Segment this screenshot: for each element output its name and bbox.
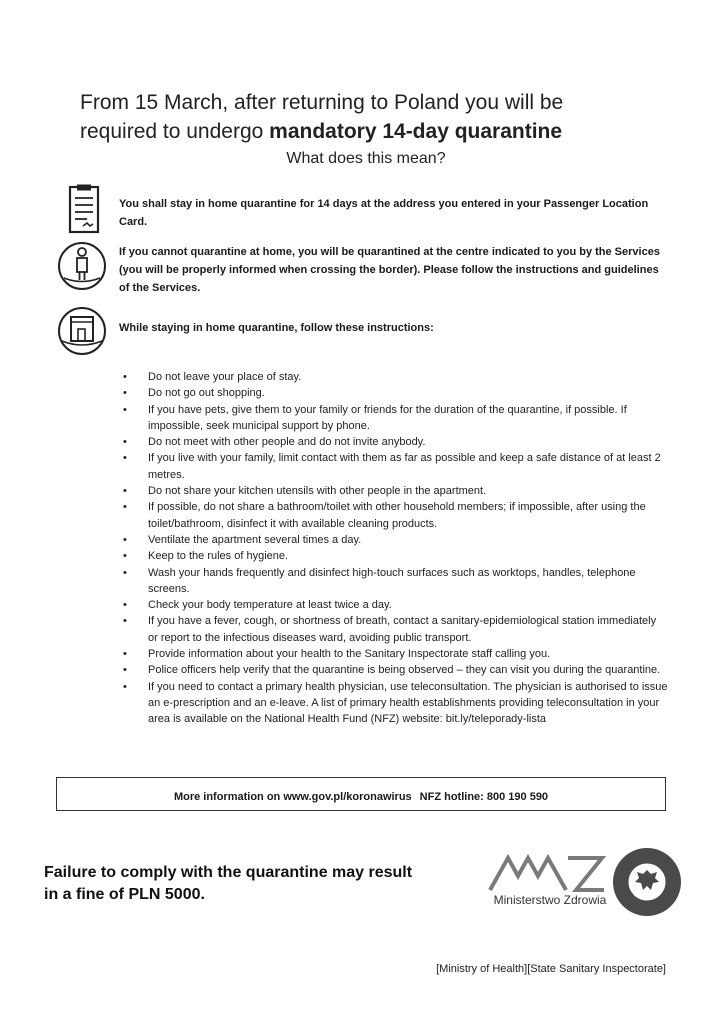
clipboard-icon <box>54 184 110 236</box>
headline-line-2 <box>80 117 680 146</box>
list-item: • If you live with your family, limit contact with them as far as possible and keep a safe distance of at least 2 metres. <box>123 450 668 483</box>
instruction-follow-rules: While staying in home quarantine, follow these instructions: <box>119 322 434 334</box>
headline-line-1: From 15 March, after returning to Poland you will be <box>80 91 564 114</box>
headline <box>80 88 680 146</box>
rules-list <box>123 369 668 728</box>
hotline-text: NFZ hotline: 800 190 590 <box>419 791 549 803</box>
fine-warning: Failure to comply with the quarantine may result in a fine of PLN 5000. <box>44 864 413 903</box>
ministry-name: Ministerstwo Zdrowia <box>493 893 607 907</box>
more-info-text: More information on www.gov.pl/koronawirus <box>173 791 412 803</box>
subheading: What does this mean? <box>286 150 446 167</box>
list-item: • If you need to contact a primary health physician, use teleconsultation. The physician is authorised to issue an e-prescription and an e-leave. A list of primary health establishments providing teleconsultation in your area is available on the National Health Fund (NFZ) website: bit.ly/teleporady-lista <box>123 679 668 728</box>
list-item: • Do not go out shopping. <box>123 385 668 401</box>
person-in-circle-icon <box>54 240 110 292</box>
list-item: • Do not leave your place of stay. <box>123 369 668 385</box>
list-item: • If you have a fever, cough, or shortness of breath, contact a sanitary-epidemiological station immediately or report to the infectious diseases ward, avoiding public transport. <box>123 613 668 646</box>
list-item: • Do not meet with other people and do not invite anybody. <box>123 434 668 450</box>
list-item: • If possible, do not share a bathroom/toilet with other household members; if impossible, after using the toilet/bathroom, disinfect it with available cleaning products. <box>123 499 668 532</box>
headline-emphasis: mandatory 14-day quarantine <box>269 120 563 143</box>
list-item: • Do not share your kitchen utensils with other people in the apartment. <box>123 483 668 499</box>
instruction-home-quarantine: You shall stay in home quarantine for 14 days at the address you entered in your Passenger Location Card. <box>119 198 649 228</box>
headline-prefix: required to undergo <box>80 120 270 143</box>
list-item: • Wash your hands frequently and disinfect high-touch surfaces such as worktops, handles, telephone screens. <box>123 565 668 598</box>
list-item: • Keep to the rules of hygiene. <box>123 548 668 564</box>
list-item: • If you have pets, give them to your family or friends for the duration of the quarantine, if possible. If impossible, seek municipal support by phone. <box>123 402 668 435</box>
instruction-quarantine-centre: If you cannot quarantine at home, you will be quarantined at the centre indicated to you by the Services (you will be properly informed when crossing the border). Please follow the instructions and guidelines of the Services. <box>119 246 660 294</box>
list-item: • Check your body temperature at least twice a day. <box>123 597 668 613</box>
house-in-circle-icon <box>54 305 110 357</box>
list-item: • Ventilate the apartment several times a day. <box>123 532 668 548</box>
list-item: • Police officers help verify that the quarantine is being observed – they can visit you during the quarantine. <box>123 662 668 678</box>
list-item: • Provide information about your health to the Sanitary Inspectorate staff calling you. <box>123 646 668 662</box>
footer-note: [Ministry of Health][State Sanitary Inspectorate] <box>436 963 666 975</box>
sanitary-inspectorate-seal-icon <box>611 846 683 918</box>
info-box <box>56 777 666 811</box>
